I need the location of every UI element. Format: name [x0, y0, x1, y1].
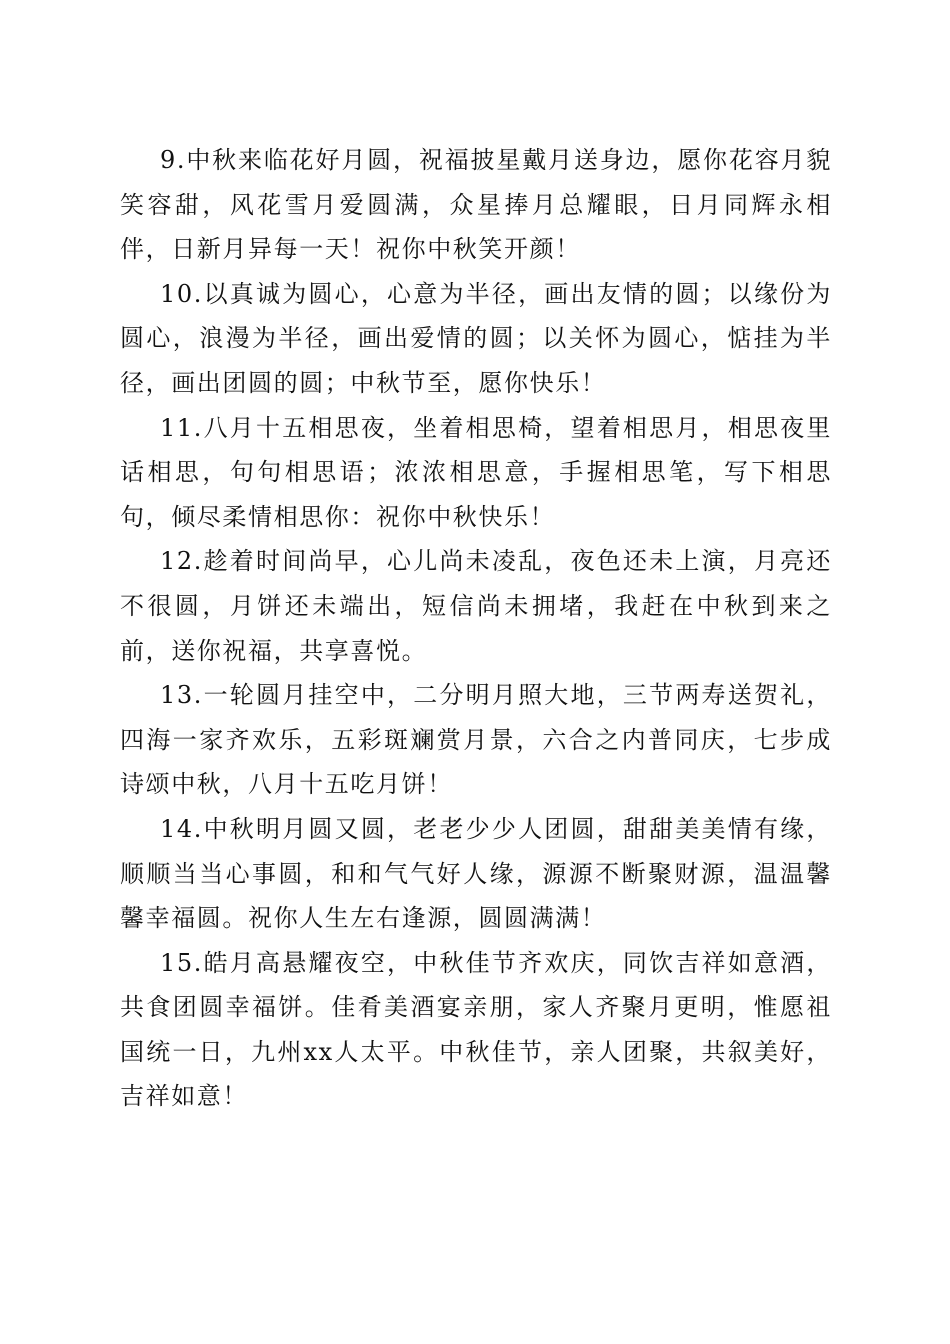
paragraph-9: 9.中秋来临花好月圆，祝福披星戴月送身边，愿你花容月貌笑容甜，风花雪月爱圆满，众星捧月总耀眼，日月同辉永相伴，日新月异每一天！祝你中秋笑开颜！ [120, 146, 832, 264]
paragraph-15: 15.皓月高悬耀夜空，中秋佳节齐欢庆，同饮吉祥如意酒，共食团圆幸福饼。佳肴美酒宴亲朋，家人齐聚月更明，惟愿祖国统一日，九州xx人太平。中秋佳节，亲人团聚，共叙美好，吉祥如意！ [120, 948, 832, 1111]
paragraph-10: 10.以真诚为圆心，心意为半径，画出友情的圆；以缘份为圆心，浪漫为半径，画出爱情的圆；以关怀为圆心，惦挂为半径，画出团圆的圆；中秋节至，愿你快乐！ [120, 279, 832, 397]
document-body [120, 138, 832, 1119]
paragraph-12: 12.趁着时间尚早，心儿尚未凌乱，夜色还未上演，月亮还不很圆，月饼还未端出，短信尚未拥堵，我赶在中秋到来之前，送你祝福，共享喜悦。 [120, 547, 832, 665]
paragraph-14: 14.中秋明月圆又圆，老老少少人团圆，甜甜美美情有缘，顺顺当当心事圆，和和气气好人缘，源源不断聚财源，温温馨馨幸福圆。祝你人生左右逢源，圆圆满满！ [120, 814, 832, 933]
paragraph-13: 13.一轮圆月挂空中，二分明月照大地，三节两寿送贺礼，四海一家齐欢乐，五彩斑斓赏月景，六合之内普同庆，七步成诗颂中秋，八月十五吃月饼！ [120, 681, 832, 799]
paragraph-11: 11.八月十五相思夜，坐着相思椅，望着相思月，相思夜里话相思，句句相思语；浓浓相思意，手握相思笔，写下相思句，倾尽柔情相思你：祝你中秋快乐！ [120, 413, 832, 531]
